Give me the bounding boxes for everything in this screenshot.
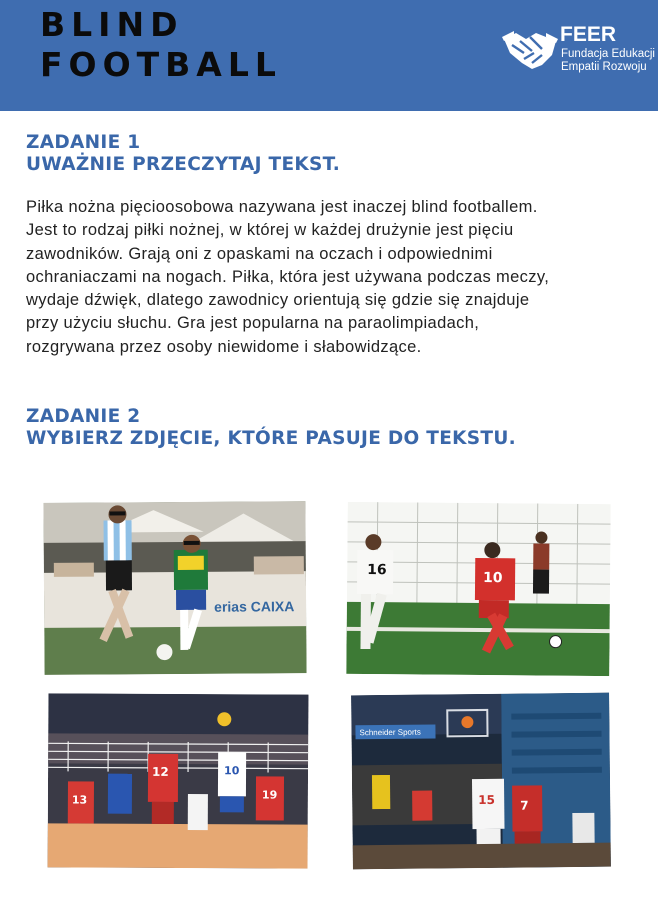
title-line-1: BLIND [40, 5, 184, 44]
photo-football[interactable] [346, 502, 610, 676]
ad-text: Schneider Sports [359, 727, 421, 738]
logo-subtitle-2: Empatii Rozwoju [561, 61, 647, 73]
text-line: zawodników. Grają oni z opaskami na oczach i odpowiednimi [26, 244, 493, 263]
handshake-icon [502, 25, 558, 71]
jersey-number: 12 [152, 764, 169, 779]
photo-volleyball[interactable] [48, 693, 309, 868]
jersey-number: 15 [478, 792, 495, 808]
photo-blind-football[interactable] [43, 501, 306, 675]
task1-instruction: UWAŻNIE PRZECZYTAJ TEKST. [26, 154, 341, 175]
jersey-number: 7 [520, 798, 529, 813]
feer-logo [502, 22, 655, 78]
text-line: wydaje dźwięk, dlatego zawodnicy orientują się gdzie się znajduje [26, 291, 530, 310]
jersey-number: 10 [483, 570, 503, 587]
jersey-number: 13 [71, 793, 88, 807]
text-line: przy użyciu słuchu. Gra jest popularna na paraolimpiadach, [26, 314, 480, 333]
photo-banner-text: erias CAIXA [214, 598, 295, 615]
task1-text [26, 196, 636, 359]
jersey-number: 16 [367, 562, 387, 579]
task2-instruction: WYBIERZ ZDJĘCIE, KTÓRE PASUJE DO TEKSTU. [26, 428, 516, 449]
task2-label: ZADANIE 2 [26, 406, 141, 427]
text-line: ochraniaczami na nogach. Piłka, która jest używana podczas meczy, [26, 267, 550, 286]
text-line: Piłka nożna pięcioosobowa nazywana jest inaczej blind footballem. [26, 198, 538, 216]
task1-label: ZADANIE 1 [26, 132, 141, 153]
photo-basketball[interactable] [351, 693, 611, 870]
title-line-2: FOOTBALL [40, 45, 282, 84]
header-banner [0, 0, 658, 111]
text-line: rozgrywana przez osoby niewidome i słabowidzące. [26, 337, 422, 356]
logo-name: FEER [560, 23, 617, 46]
jersey-number: 10 [224, 764, 240, 778]
text-line: Jest to rodzaj piłki nożnej, w której w każdej drużynie jest pięciu [26, 221, 514, 240]
logo-subtitle-1: Fundacja Edukacji [561, 48, 655, 60]
jersey-number: 19 [261, 788, 278, 802]
